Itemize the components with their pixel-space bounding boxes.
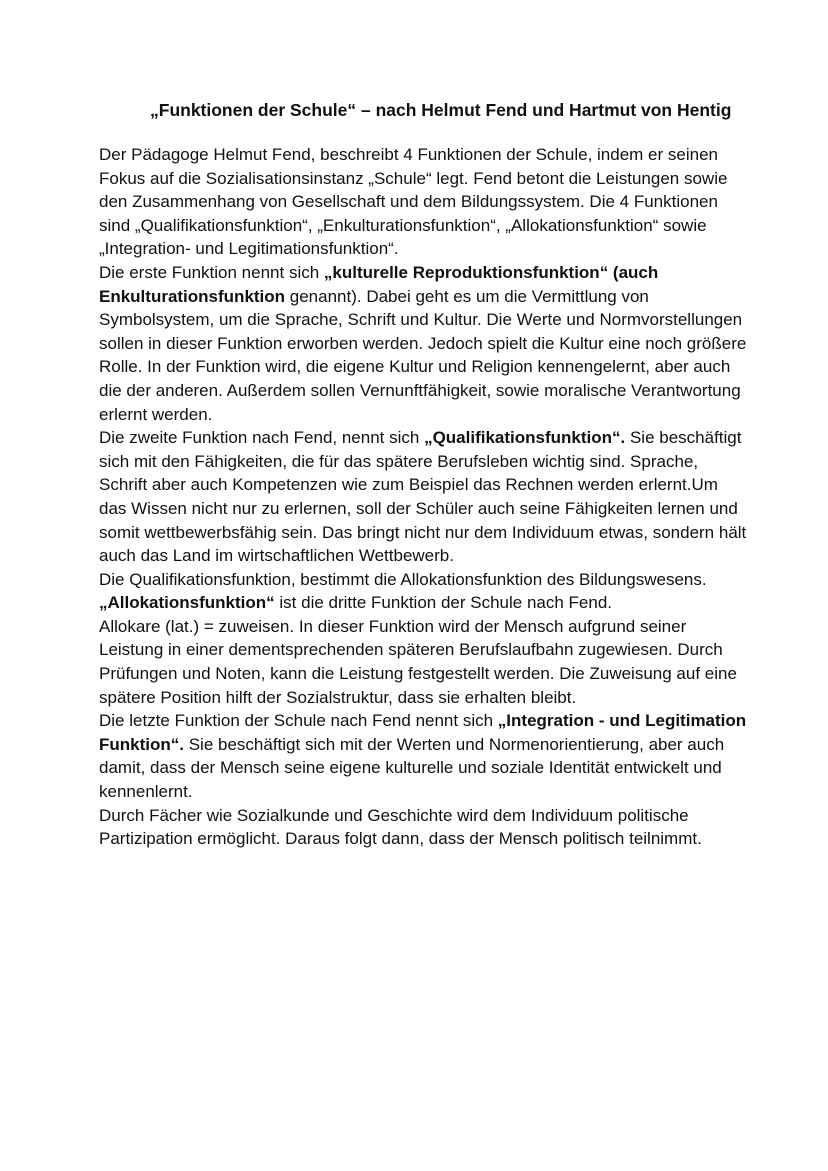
paragraph-text: Die Qualifikationsfunktion, bestimmt die Allokationsfunktion des Bildungswesens. — [99, 569, 707, 589]
paragraph-text: Sie beschäftigt sich mit der Werten und Normenorientierung, aber auch damit, dass der Mensch seine eigene kulturelle und soziale Identität entwickelt und kennenlernt. — [99, 734, 725, 802]
paragraph — [99, 426, 749, 568]
paragraph-text: Die letzte Funktion der Schule nach Fend nennt sich — [99, 711, 498, 731]
paragraph — [99, 709, 749, 803]
bold-term: „Qualifikationsfunktion“. — [424, 428, 626, 448]
paragraph — [99, 804, 749, 851]
paragraph-text: Der Pädagoge Helmut Fend, beschreibt 4 Funktionen der Schule, indem er seinen Fokus auf die Sozialisationsinstanz „Schule“ legt. Fend betont die Leistungen sowie den Zusammenhang von Gesellschaft und dem Bildungssystem. Die 4 Funktionen sind „Qualifikationsfunktion“, „Enkulturationsfunktion“, „Allokationsfunktion“ sowie „Integration- und Legitimationsfunktion“. — [99, 145, 728, 259]
bold-term: „Allokationsfunktion“ — [99, 593, 275, 613]
paragraph-text: Allokare (lat.) = zuweisen. In dieser Funktion wird der Mensch aufgrund seiner Leistung in einer dementsprechenden späteren Berufslaufbahn zugewiesen. Durch Prüfungen und Noten, kann die Leistung festgestellt werden. Die Zuweisung auf eine spätere Position hilft der Sozialstruktur, dass sie erhalten bleibt. — [99, 616, 737, 707]
paragraph-text: Sie beschäftigt sich mit den Fähigkeiten, die für das spätere Berufsleben wichtig sind. Sprache, Schrift aber auch Kompetenzen wie zum Beispiel das Rechnen werden erlernt.Um das Wissen nicht nur zu erlernen, soll der Schüler auch seine Fähigkeiten lernen und somit wettbewerbsfähig sein. Das bringt nicht nur dem Individuum etwas, sondern hält auch das Land im wirtschaftlichen Wettbewerb. — [99, 428, 747, 566]
paragraph-text: Die zweite Funktion nach Fend, nennt sich — [99, 428, 425, 448]
paragraph-text: Durch Fächer wie Sozialkunde und Geschichte wird dem Individuum politische Partizipation ermöglicht. Daraus folgt dann, dass der Mensch politisch teilnimmt. — [99, 805, 702, 849]
paragraph-text: Die erste Funktion nennt sich — [99, 262, 324, 282]
paragraph-text: genannt). Dabei geht es um die Vermittlung von Symbolsystem, um die Sprache, Schrift und Kultur. Die Werte und Normvorstellungen sollen in dieser Funktion erworben werden. Jedoch spielt die Kultur eine noch größere Rolle. In der Funktion wird, die eigene Kultur und Religion kennengelernt, aber auch die der anderen. Außerdem sollen Vernunftfähigkeit, sowie moralische Verantwortung erlernt werden. — [99, 286, 747, 424]
paragraph — [99, 615, 749, 709]
paragraph — [99, 591, 749, 615]
paragraph — [99, 143, 749, 261]
bold-term: „kulturelle Reproduktionsfunktion“ (auch Enkulturationsfunktion — [99, 262, 659, 306]
document-title: „Funktionen der Schule“ – nach Helmut Fend und Hartmut von Hentig — [150, 100, 732, 120]
paragraph-text: ist die dritte Funktion der Schule nach Fend. — [274, 593, 613, 613]
paragraph — [99, 568, 749, 592]
paragraph — [99, 261, 749, 426]
document-body — [99, 143, 749, 851]
bold-term: „Integration - und Legitimation Funktion“. — [99, 711, 747, 754]
